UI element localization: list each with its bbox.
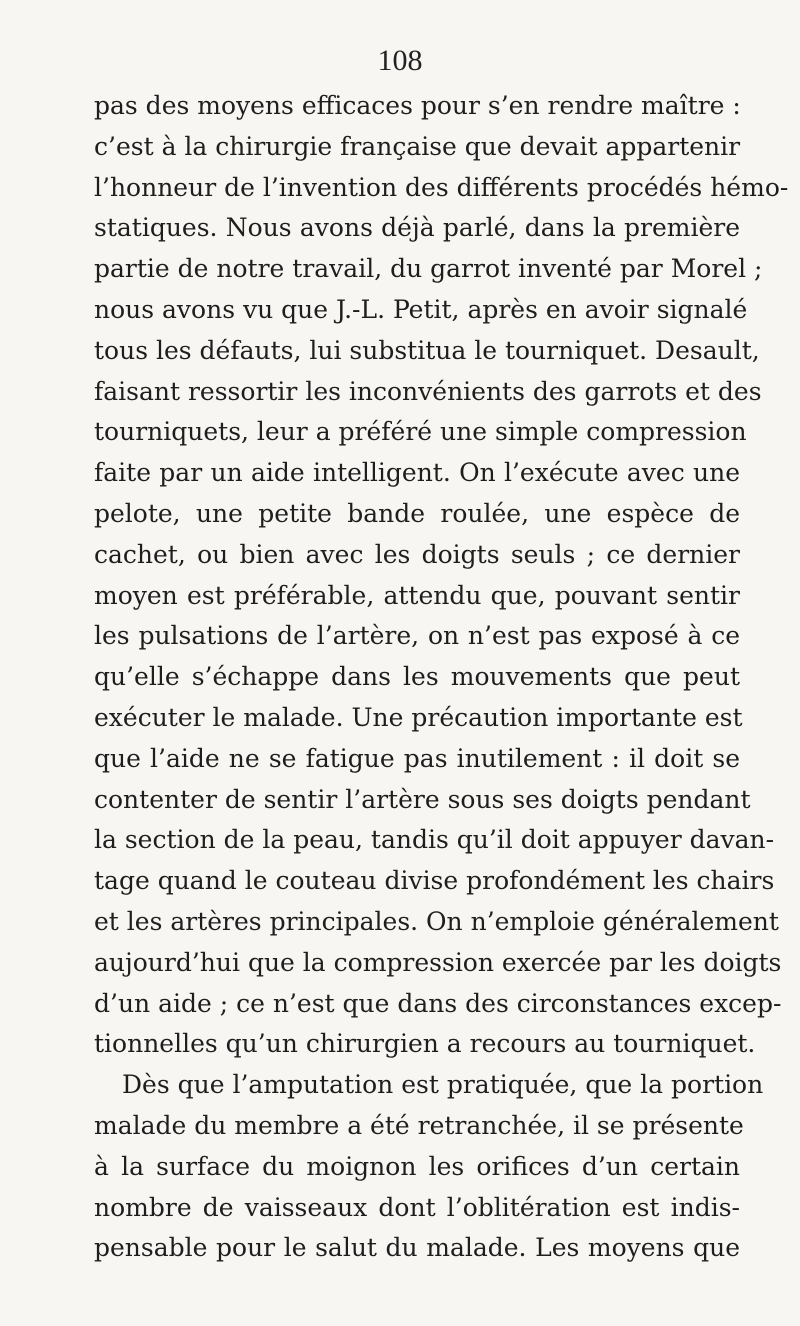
- text-line: tourniquets, leur a préféré une simple compression: [94, 417, 747, 447]
- page-number: 108: [377, 44, 423, 77]
- text-line: statiques. Nous avons déjà parlé, dans la première: [94, 213, 740, 243]
- text-line: pas des moyens efficaces pour s’en rendre maître :: [94, 91, 741, 120]
- text-line: nous avons vu que J.-L. Petit, après en avoir signalé: [94, 294, 748, 324]
- text-line: Dès que l’amputation est pratiquée, que la portion: [122, 1070, 764, 1100]
- text-line: nombre de vaisseaux dont l’oblitération est indis-: [94, 1192, 740, 1222]
- text-line: contenter de sentir l’artère sous ses doigts pendant: [94, 784, 751, 814]
- text-line: faite par un aide intelligent. On l’exécute avec une: [94, 458, 740, 488]
- text-line: malade du membre a été retranchée, il se présente: [94, 1110, 744, 1140]
- text-line: que l’aide ne se fatigue pas inutilement : il doit se: [94, 743, 740, 773]
- text-line: d’un aide ; ce n’est que dans des circonstances excep-: [94, 988, 782, 1018]
- text-line: partie de notre travail, du garrot inventé par Morel ;: [94, 254, 763, 284]
- text-line: tionnelles qu’un chirurgien a recours au tourniquet.: [94, 1029, 756, 1059]
- text-line: la section de la peau, tandis qu’il doit appuyer davan-: [94, 825, 775, 855]
- text-line: l’honneur de l’invention des différents procédés hémo-: [94, 172, 789, 202]
- text-line: les pulsations de l’artère, on n’est pas exposé à ce: [94, 621, 740, 651]
- text-line: à la surface du moignon les orifices d’un certain: [94, 1151, 740, 1181]
- text-line: aujourd’hui que la compression exercée par les doigts: [94, 947, 782, 977]
- body-text: [94, 86, 789, 1269]
- text-line: moyen est préférable, attendu que, pouvant sentir: [94, 580, 740, 610]
- text-line: et les artères principales. On n’emploie généralement: [94, 906, 779, 936]
- text-line: qu’elle s’échappe dans les mouvements que peut: [94, 662, 740, 692]
- text-line: c’est à la chirurgie française que devait appartenir: [94, 131, 741, 161]
- text-line: pensable pour le salut du malade. Les moyens que: [94, 1233, 740, 1263]
- text-line: cachet, ou bien avec les doigts seuls ; ce dernier: [94, 539, 740, 569]
- text-line: exécuter le malade. Une précaution importante est: [94, 702, 743, 732]
- text-line: faisant ressortir les inconvénients des garrots et des: [94, 376, 762, 406]
- text-line: tage quand le couteau divise profondément les chairs: [94, 866, 775, 896]
- text-line: pelote, une petite bande roulée, une espèce de: [94, 498, 740, 528]
- text-line: tous les défauts, lui substitua le tourniquet. Desault,: [94, 335, 760, 365]
